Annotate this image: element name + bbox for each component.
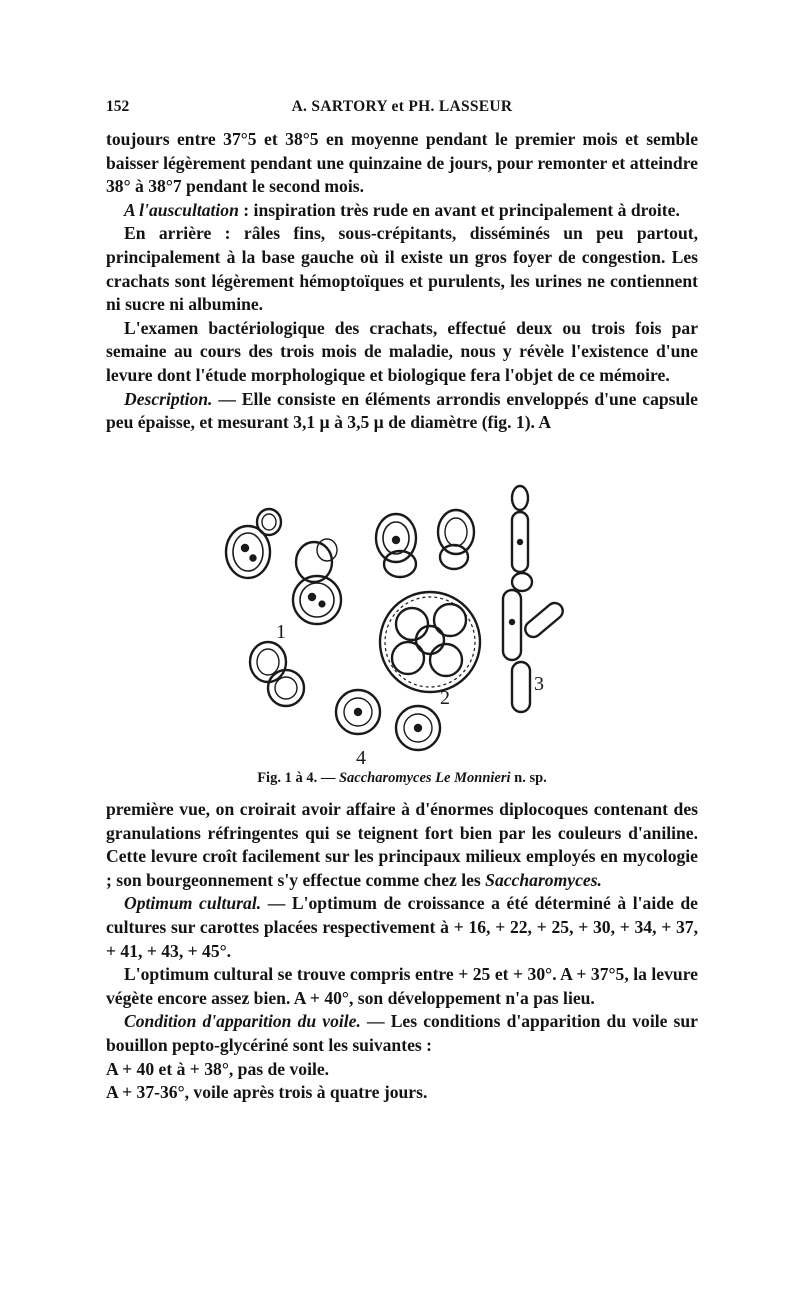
yeast-ascus-2 (380, 592, 480, 692)
paragraph-no-voile: A + 40 et à + 38°, pas de voile. (106, 1058, 330, 1079)
paragraph-temperature: toujours entre 37°5 et 38°5 en moyenne pendant le premier mois et semble baisser légèrement pendant une quinzaine de jours, pour remonter et atteindre 38° à 38°7 pendant le second mois. (106, 129, 698, 197)
caption-prefix: Fig. 1 à 4. — (257, 770, 339, 786)
yeast-pair-upper (376, 510, 474, 577)
yeast-pair-4 (336, 690, 440, 750)
paragraph-premiere-vue (106, 798, 698, 892)
caption-suffix: n. sp. (510, 770, 547, 786)
optimum-lead: Optimum cultural. (124, 893, 262, 914)
optimum-text: — L'optimum de croissance a été déterminé à l'aide de cultures sur carottes placées respectivement à + 16, + 22, + 25, + 30, + 34, + 37, + 41, + 43, + 45°. (106, 893, 698, 961)
paragraph-voile: A + 37-36°, voile après trois à quatre jours. (106, 1082, 428, 1103)
condition-text: — Les conditions d'apparition du voile sur bouillon pepto-glycériné sont les suivantes : (106, 1011, 698, 1055)
yeast-cluster-1 (226, 509, 341, 624)
auscultation-lead: A l'auscultation (124, 199, 239, 220)
figure-caption (106, 770, 698, 787)
figure-label-4: 4 (356, 747, 366, 769)
paragraph-condition (106, 1010, 698, 1057)
description-text: — Elle consiste en éléments arrondis enveloppés d'une capsule peu épaisse, et mesurant 3,1 µ à 3,5 µ de diamètre (fig. 1). A (106, 388, 698, 433)
paragraph-auscultation (106, 199, 698, 223)
paragraph-optimum-range: L'optimum cultural se trouve compris entre + 25 et + 30°. A + 37°5, la levure végète encore assez bien. A + 40°, son développement n'a pas lieu. (106, 964, 698, 1008)
figure-label-2: 2 (440, 687, 450, 709)
paragraph-arriere: En arrière : râles fins, sous-crépitants, disséminés un peu partout, principalement à la base gauche où il existe un gros foyer de congestion. Les crachats sont légèrement hémoptoïques et purulents, les urines ne contiennent ni sucre ni albumine. (106, 223, 698, 315)
genus-name: Saccharomyces. (485, 869, 602, 890)
description-lead: Description. (124, 388, 213, 409)
paragraph-optimum (106, 892, 698, 963)
running-title: A. SARTORY et PH. LASSEUR (291, 98, 513, 115)
caption-species: Saccharomyces Le Monnieri (338, 770, 511, 786)
yeast-pair-lower-left (250, 642, 304, 706)
paragraph-examen: L'examen bactériologique des crachats, effectué deux ou trois fois par semaine au cours des trois mois de maladie, nous y révèle l'existence d'une levure dont l'étude morphologique et biologique fera l'objet de ce mémoire. (106, 317, 698, 385)
body-text-top (106, 128, 698, 435)
page-number: 152 (106, 98, 130, 115)
condition-lead: Condition d'apparition du voile. (124, 1011, 361, 1032)
auscultation-text: : inspiration très rude en avant et principalement à droite. (238, 199, 680, 220)
paragraph-description (106, 388, 698, 435)
running-header (106, 98, 698, 122)
yeast-cells-figure (200, 482, 600, 772)
premiere-vue-text: première vue, on croirait avoir affaire à d'énormes diplocoques contenant des granulations réfringentes qui se teignent fort bien par les couleurs d'aniline. Cette levure croît facilement sur les principaux milieux employés en mycologie ; son bourgeonnement s'y effectue comme chez les (106, 799, 698, 890)
figure-label-3: 3 (534, 673, 544, 695)
figure-label-1: 1 (276, 621, 286, 643)
body-text-bottom (106, 798, 698, 1105)
